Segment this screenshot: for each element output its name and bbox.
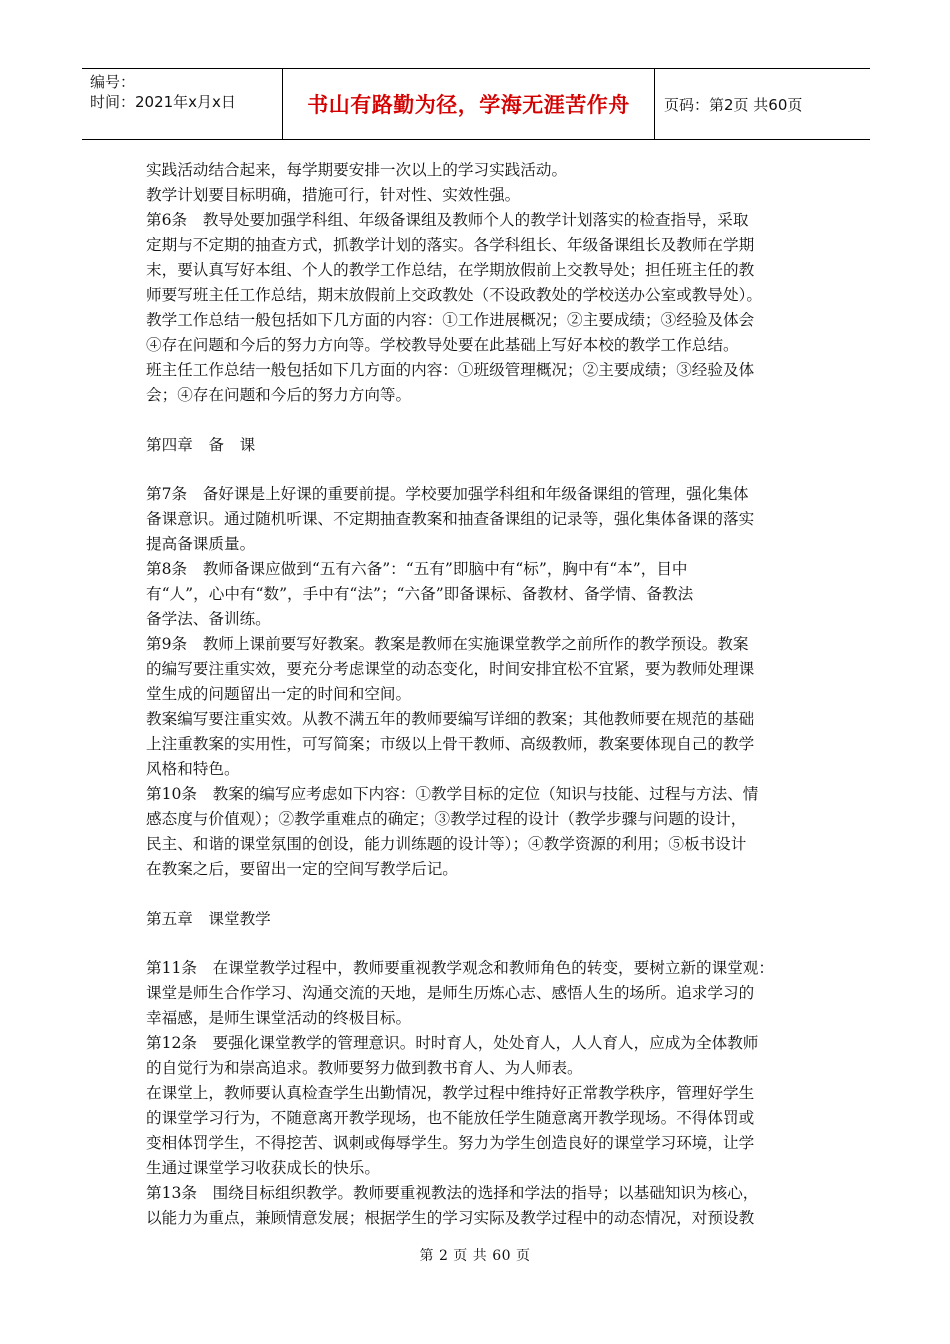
text-line: 以能力为重点，兼顾情意发展；根据学生的学习实际及教学过程中的动态情况，对预设教	[146, 1209, 755, 1227]
text-line: 班主任工作总结一般包括如下几方面的内容：①班级管理概况；②主要成绩；③经验及体	[146, 361, 755, 379]
page-code-text: 页码：第2页 共60页	[664, 95, 803, 114]
text-line: 第11条 在课堂教学过程中，教师要重视教学观念和教师角色的转变，要树立新的课堂观：	[146, 959, 774, 977]
text-line: 第6条 教导处要加强学科组、年级备课组及教师个人的教学计划落实的检查指导，采取	[146, 211, 749, 229]
text-line: 教学工作总结一般包括如下几方面的内容：①工作进展概况；②主要成绩；③经验及体会	[146, 311, 755, 329]
text-line: 第四章 备 课	[146, 435, 256, 454]
text-line: 风格和特色。	[146, 760, 240, 778]
text-line: 教学计划要目标明确，措施可行，针对性、实效性强。	[146, 186, 521, 204]
text-line: 有“人”，心中有“数”，手中有“法”；“六备”即备课标、备教材、备学情、备教法	[146, 585, 694, 603]
document-number-label: 编号：	[90, 73, 136, 91]
blank-line	[146, 408, 810, 433]
motto-text: 书山有路勤为径，学海无涯苦作舟	[307, 93, 630, 117]
text-line: 备课意识。通过随机听课、不定期抽查教案和抽查备课组的记录等，强化集体备课的落实	[146, 510, 755, 528]
text-line: 师要写班主任工作总结，期末放假前上交政教处（不设政教处的学校送办公室或教导处）。	[146, 286, 762, 304]
text-line: 提高备课质量。	[146, 535, 256, 553]
text-line: 会；④存在问题和今后的努力方向等。	[146, 386, 412, 404]
text-line: 在课堂上，教师要认真检查学生出勤情况，教学过程中维持好正常教学秩序，管理好学生	[146, 1084, 755, 1102]
text-line: 课堂是师生合作学习、沟通交流的天地，是师生历炼心志、感悟人生的场所。追求学习的	[146, 984, 755, 1002]
page-footer: 第 2 页 共 60 页	[419, 1248, 531, 1264]
text-line: 第9条 教师上课前要写好教案。教案是教师在实施课堂教学之前所作的教学预设。教案	[146, 635, 749, 653]
text-line: 上注重教案的实用性，可写简案；市级以上骨干教师、高级教师，教案要体现自己的教学	[146, 735, 755, 753]
text-line: 第8条 教师备课应做到“五有六备”：“五有”即脑中有“标”，胸中有“本”，目中	[146, 560, 688, 578]
header-motto-cell	[283, 69, 655, 139]
text-line: 变相体罚学生，不得挖苦、讽刺或侮辱学生。努力为学生创造良好的课堂学习环境，让学	[146, 1134, 755, 1152]
text-line: 第五章 课堂教学	[146, 909, 271, 928]
header-page-cell	[655, 69, 870, 139]
text-line: 第13条 围绕目标组织教学。教师要重视教法的选择和学法的指导；以基础知识为核心，	[146, 1184, 759, 1202]
text-line: 在教案之后，要留出一定的空间写教学后记。	[146, 860, 458, 878]
blank-line	[146, 882, 810, 907]
text-line: 民主、和谐的课堂氛围的创设，能力训练题的设计等）；④教学资源的利用；⑤板书设计	[146, 835, 747, 853]
text-line: 幸福感，是师生课堂活动的终极目标。	[146, 1009, 412, 1027]
text-line: 备学法、备训练。	[146, 610, 271, 628]
header-info-cell	[82, 69, 283, 139]
text-line: 生通过课堂学习收获成长的快乐。	[146, 1159, 380, 1177]
text-line: 的自觉行为和崇高追求。教师要努力做到教书育人、为人师表。	[146, 1059, 583, 1077]
text-line: 实践活动结合起来，每学期要安排一次以上的学习实践活动。	[146, 161, 568, 179]
text-line: 第7条 备好课是上好课的重要前提。学校要加强学科组和年级备课组的管理，强化集体	[146, 485, 749, 503]
text-line: 堂生成的问题留出一定的时间和空间。	[146, 685, 412, 703]
document-date-label: 时间：2021年x月x日	[90, 93, 236, 111]
text-line: 第12条 要强化课堂教学的管理意识。时时育人，处处育人，人人育人，应成为全体教师	[146, 1034, 759, 1052]
blank-line	[146, 458, 810, 483]
text-line: 第10条 教案的编写应考虑如下内容：①教学目标的定位（知识与技能、过程与方法、情	[146, 785, 759, 803]
blank-line	[146, 932, 810, 957]
text-line: 的课堂学习行为，不随意离开教学现场，也不能放任学生随意离开教学现场。不得体罚或	[146, 1109, 755, 1127]
document-body	[146, 158, 810, 1231]
page-header	[82, 68, 870, 140]
text-line: 感态度与价值观）；②教学重难点的确定；③教学过程的设计（教学步骤与问题的设计，	[146, 810, 747, 828]
text-line: 定期与不定期的抽查方式，抓教学计划的落实。各学科组长、年级备课组长及教师在学期	[146, 236, 755, 254]
text-line: 末，要认真写好本组、个人的教学工作总结，在学期放假前上交教导处；担任班主任的教	[146, 261, 755, 279]
text-line: ④存在问题和今后的努力方向等。学校教导处要在此基础上写好本校的教学工作总结。	[146, 336, 739, 354]
text-line: 教案编写要注重实效。从教不满五年的教师要编写详细的教案；其他教师要在规范的基础	[146, 710, 755, 728]
text-line: 的编写要注重实效，要充分考虑课堂的动态变化，时间安排宜松不宜紧，要为教师处理课	[146, 660, 755, 678]
